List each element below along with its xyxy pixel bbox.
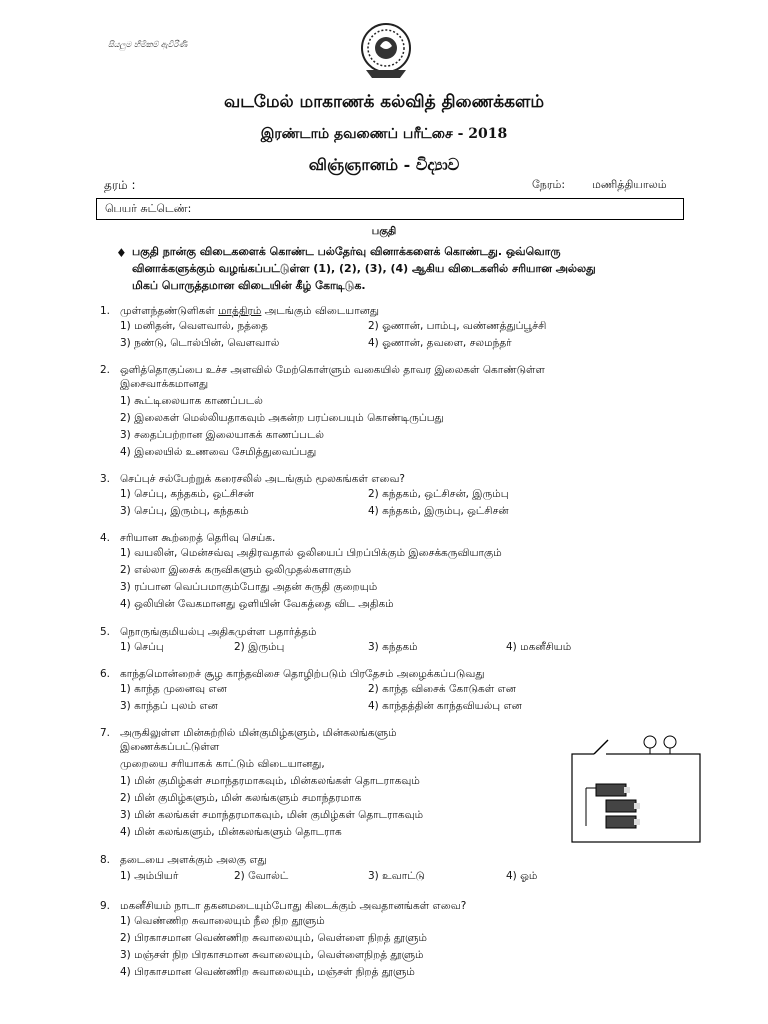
- instruction-line: வினாக்களுக்கும் வழங்கப்பட்டுள்ள (1), (2), (3), (4) ஆகிய விடைகளில் சரியான அல்லது: [132, 262, 596, 275]
- option[interactable]: 2) காந்த விசைக் கோடுகள் என: [368, 683, 516, 695]
- bulb-icon: [644, 736, 656, 754]
- switch-icon: [594, 740, 608, 758]
- question-text: காந்தமொன்றைச் சூழ காந்தவிசை தொழிற்படும் பிரதேசம் அழைக்கப்படுவது: [120, 668, 485, 680]
- option[interactable]: 4) இலையில் உணவை சேமித்துவைப்பது: [120, 446, 317, 458]
- emblem-icon: [360, 22, 412, 82]
- option[interactable]: 4) ஓணான், தவளை, சலமந்தர்: [368, 337, 512, 349]
- question-number: 7.: [100, 727, 111, 739]
- option[interactable]: 3) கந்தகம்: [368, 641, 418, 653]
- option[interactable]: 3) மின் கலங்கள் சமாந்தரமாகவும், மின் குமிழ்கள் தொடராகவும்: [120, 809, 424, 821]
- option[interactable]: 3) உவாட்டு: [368, 870, 425, 882]
- question-text: மகனீசியம் நாடா தகனமடையும்போது கிடைக்கும் அவதானங்கள் எவை?: [120, 900, 467, 912]
- option[interactable]: 4) ஓம்: [506, 870, 538, 882]
- option[interactable]: 2) வோல்ட்: [234, 870, 289, 882]
- option[interactable]: 4) மகனீசியம்: [506, 641, 572, 653]
- question-text: தடையை அளக்கும் அலகு எது: [120, 854, 267, 866]
- option[interactable]: 4) பிரகாசமான வெண்ணிற சுவாலையும், மஞ்சள் நிறத் தூளும்: [120, 966, 415, 978]
- option[interactable]: 2) மின் குமிழ்களும், மின் கலங்களும் சமாந்தரமாக: [120, 792, 362, 804]
- instructions: [132, 243, 692, 294]
- question-text: சரியான கூற்றைத் தெரிவு செய்க.: [120, 532, 276, 544]
- option[interactable]: 3) சதைப்பற்றான இலையாகக் காணப்படல்: [120, 429, 325, 441]
- option[interactable]: 3) நண்டு, டொல்பின், வௌவால்: [120, 337, 280, 349]
- option[interactable]: 2) இரும்பு: [234, 641, 285, 653]
- question-number: 6.: [100, 668, 111, 680]
- option[interactable]: 1) செப்பு, கந்தகம், ஒட்சிசன்: [120, 488, 254, 500]
- option[interactable]: 3) காந்தப் புலம் என: [120, 700, 218, 712]
- option[interactable]: 4) கந்தகம், இரும்பு, ஒட்சிசன்: [368, 505, 509, 517]
- option[interactable]: 2) ஓணான், பாம்பு, வண்ணத்துப்பூச்சி: [368, 320, 547, 332]
- option[interactable]: 2) எல்லா இசைக் கருவிகளும் ஒலிமுதல்களாகும்: [120, 564, 352, 576]
- time-value: மணித்தியாலம்: [592, 178, 667, 191]
- option[interactable]: 1) கூட்டிலையாக காணப்படல்: [120, 395, 263, 407]
- question-number: 1.: [100, 305, 111, 317]
- department-title: வடமேல் மாகாணக் கல்வித் திணைக்களம்: [223, 92, 545, 112]
- question-text-cont: இணைக்கப்பட்டுள்ள: [120, 741, 220, 753]
- exam-title: இரண்டாம் தவணைப் பரீட்சை - 2018: [260, 126, 508, 142]
- option[interactable]: 2) கந்தகம், ஒட்சிசன், இரும்பு: [368, 488, 509, 500]
- option[interactable]: 4) மின் கலங்களும், மின்கலங்களும் தொடராக: [120, 826, 342, 838]
- option[interactable]: 1) காந்த முனைவு என: [120, 683, 227, 695]
- question-number: 4.: [100, 532, 111, 544]
- option[interactable]: 4) காந்தத்தின் காந்தவியல்பு என: [368, 700, 522, 712]
- time-label: நேரம்:: [532, 178, 566, 191]
- question-number: 3.: [100, 473, 111, 485]
- option[interactable]: 2) இலைகள் மெல்லியதாகவும் அகன்ற பரப்பையும் கொண்டிருப்பது: [120, 412, 444, 424]
- option[interactable]: 1) வெண்ணிற சுவாலையும் நீல நிற தூளும்: [120, 915, 325, 927]
- instruction-line: பகுதி நான்கு விடைகளைக் கொண்ட பல்தேர்வு வினாக்களைக் கொண்டது. ஒவ்வொரு: [132, 245, 561, 258]
- circuit-diagram: [566, 728, 706, 846]
- option[interactable]: 1) வயலின், மென்சவ்வு அதிரவதால் ஒலியைப் பிறப்பிக்கும் இசைக்கருவியாகும்: [120, 547, 502, 559]
- question-text: செப்புச் சல்பேற்றுக் கரைசலில் அடங்கும் மூலகங்கள் எவை?: [120, 473, 405, 485]
- option[interactable]: 1) மனிதன், வௌவால், நத்தை: [120, 320, 268, 332]
- battery-icon: [586, 784, 640, 828]
- option[interactable]: 2) பிரகாசமான வெண்ணிற சுவாலையும், வெள்ளை நிறத் தூளும்: [120, 932, 427, 944]
- question-number: 8.: [100, 854, 111, 866]
- name-index-label: பெயர் சுட்டெண்:: [105, 202, 192, 215]
- option[interactable]: 1) செப்பு: [120, 641, 164, 653]
- bullet-icon: ♦: [116, 246, 127, 260]
- question-number: 2.: [100, 364, 111, 376]
- underlined-word: மாத்திரம்: [218, 305, 262, 317]
- option[interactable]: 3) ரப்பான வெப்பமாகும்போது அதன் சுருதி குறையும்: [120, 581, 378, 593]
- question-number: 9.: [100, 900, 111, 912]
- option[interactable]: 1) மின் குமிழ்கள் சமாந்தரமாகவும், மின்கலங்கள் தொடராகவும்: [120, 775, 420, 787]
- copyright-stamp: සියලුම හිමිකම් ඇවිරිණි: [108, 40, 188, 49]
- bulb-icon: [664, 736, 676, 754]
- question-text: அருகிலுள்ள மின்சுற்றில் மின்குமிழ்களும், மின்கலங்களும்: [120, 727, 397, 739]
- section-label: பகுதி: [371, 226, 397, 237]
- instruction-line: மிகப் பொருத்தமான விடையின் கீழ் கோடிடுக.: [132, 279, 366, 292]
- option[interactable]: 3) செப்பு, இரும்பு, கந்தகம்: [120, 505, 249, 517]
- question-text-cont: முறையை சரியாகக் காட்டும் விடையானது,: [120, 758, 325, 770]
- subject-title: விஞ்ஞானம் - විද්‍යාව: [308, 155, 460, 174]
- name-index-field[interactable]: [96, 198, 684, 220]
- option[interactable]: 4) ஒலியின் வேகமானது ஒளியின் வேகத்தை விட அதிகம்: [120, 598, 394, 610]
- grade-label: தரம் :: [104, 178, 136, 192]
- question-text: முள்ளந்தண்டுளிகள் மாத்திரம் அடங்கும் விடையானது: [120, 305, 379, 317]
- question-text: நொருங்குமியல்பு அதிகமுள்ள பதார்த்தம்: [120, 626, 317, 638]
- option[interactable]: 3) மஞ்சள் நிற பிரகாசமான சுவாலையும், வெள்ளைநிறத் தூளும்: [120, 949, 424, 961]
- question-number: 5.: [100, 626, 111, 638]
- question-text: ஒளித்தொகுப்பை உச்ச அளவில் மேற்கொள்ளும் வகையில் தாவர இலைகள் கொண்டுள்ள: [120, 364, 545, 376]
- option[interactable]: 1) அம்பியர்: [120, 870, 179, 882]
- question-text-cont: இசைவாக்கமானது: [120, 378, 209, 390]
